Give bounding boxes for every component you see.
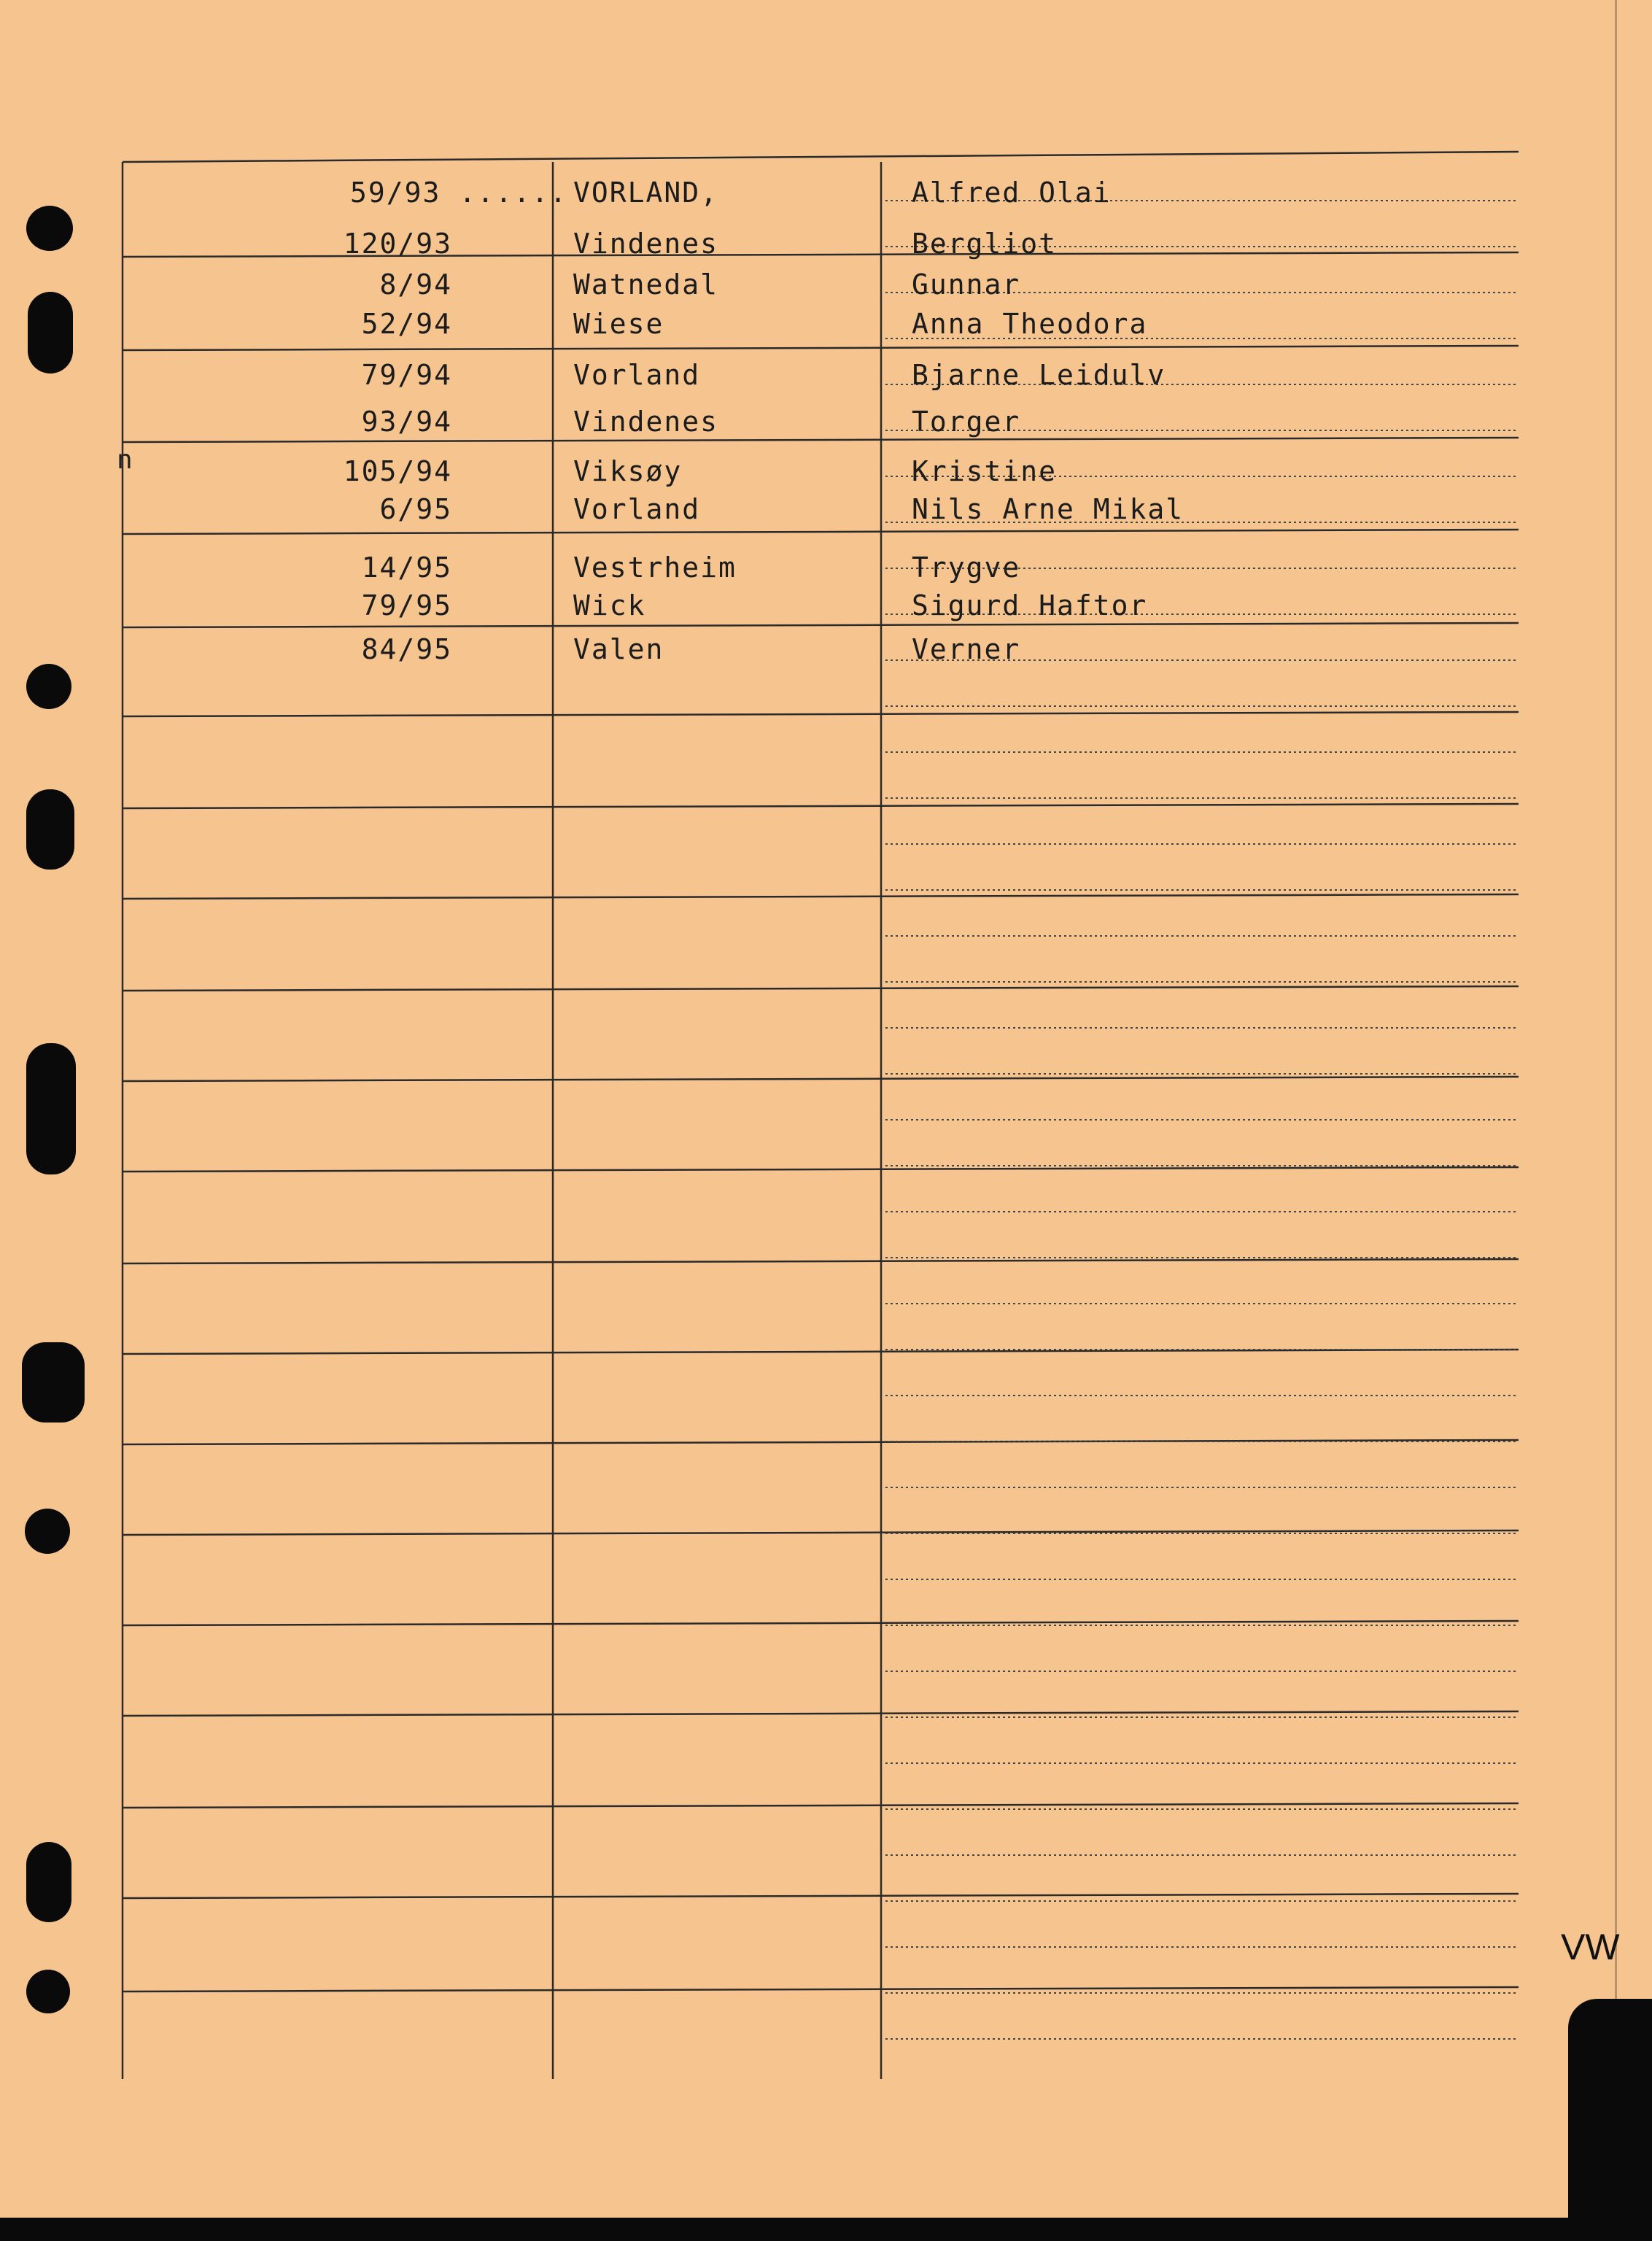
entry-surname: Vindenes [573, 228, 719, 260]
grid-row-separator [123, 623, 1519, 627]
grid-row-separator [123, 1440, 1519, 1444]
entry-surname: Vorland [573, 359, 701, 391]
grid-row-separator [123, 1077, 1519, 1081]
entry-given-names: Torger [912, 406, 1021, 438]
entry-number: 6/95 [379, 493, 452, 525]
grid-row-separator [123, 712, 1519, 716]
grid-row-separator [123, 530, 1519, 534]
grid-row-separator [123, 438, 1519, 442]
entry-number: 59/93 ...... [350, 177, 568, 209]
entry-number: 8/94 [379, 268, 452, 301]
grid-row-separator [123, 1259, 1519, 1263]
entry-number: 105/94 [343, 455, 452, 487]
grid-row-separator [123, 804, 1519, 808]
entry-given-names: Gunnar [912, 268, 1021, 301]
grid-row-separator [123, 894, 1519, 899]
entry-given-names: Bergliot [912, 228, 1058, 260]
entry-surname: Valen [573, 633, 664, 665]
grid-row-separator [123, 1350, 1519, 1354]
grid-top-border [123, 152, 1519, 162]
entry-number: 79/95 [361, 589, 452, 622]
corner-index-code: VW [1561, 1927, 1620, 1967]
grid-row-separator [123, 1711, 1519, 1716]
grid-row-separator [123, 1167, 1519, 1172]
entry-surname: Vestrheim [573, 551, 737, 584]
entry-given-names: Nils Arne Mikal [912, 493, 1184, 525]
entry-surname: Watnedal [573, 268, 719, 301]
grid-row-separator [123, 1987, 1519, 1992]
grid-row-separator [123, 1803, 1519, 1808]
stray-mark: n [117, 445, 133, 475]
entry-number: 52/94 [361, 308, 452, 340]
entry-given-names: Anna Theodora [912, 308, 1148, 340]
entry-surname: VORLAND, [573, 177, 719, 209]
entry-surname: Vorland [573, 493, 701, 525]
entry-surname: Viksøy [573, 455, 683, 487]
entry-surname: Wick [573, 589, 646, 622]
entry-given-names: Bjarne Leidulv [912, 359, 1166, 391]
entry-number: 84/95 [361, 633, 452, 665]
grid-row-separator [123, 1530, 1519, 1535]
entry-number: 120/93 [343, 228, 452, 260]
grid-row-separator [123, 1621, 1519, 1625]
entry-given-names: Kristine [912, 455, 1058, 487]
entry-given-names: Trygve [912, 551, 1021, 584]
entry-surname: Vindenes [573, 406, 719, 438]
entry-number: 93/94 [361, 406, 452, 438]
entry-given-names: Alfred Olai [912, 177, 1112, 209]
entry-given-names: Verner [912, 633, 1021, 665]
index-tab-cutout [1568, 1999, 1652, 2241]
entry-number: 79/94 [361, 359, 452, 391]
entry-number: 14/95 [361, 551, 452, 584]
scan-bottom-edge [0, 2218, 1652, 2241]
entry-given-names: Sigurd Haftor [912, 589, 1148, 622]
entry-surname: Wiese [573, 308, 664, 340]
grid-row-separator [123, 1894, 1519, 1898]
grid-row-separator [123, 346, 1519, 350]
grid-row-separator [123, 986, 1519, 991]
